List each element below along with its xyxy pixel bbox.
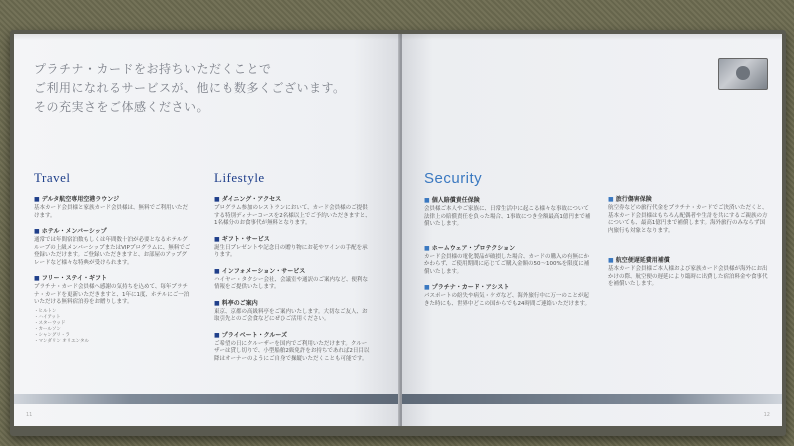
intro-text — [34, 60, 346, 117]
left-page — [14, 34, 400, 426]
right-page — [402, 34, 782, 426]
travel-item-title: ■ デルタ航空専用空港ラウンジ — [34, 194, 192, 203]
security-item-title: ■ ホームウェア・プロテクション — [424, 243, 592, 252]
travel-item-desc: 基本カード会員様と家族カード会員様は、無料でご利用いただけます。 — [34, 205, 189, 219]
hotel-list-item: ・マンダリン オリエンタル — [34, 338, 89, 344]
security-heading: Security — [424, 170, 483, 187]
lifestyle-item — [214, 194, 372, 228]
page-number-left: 11 — [26, 412, 33, 418]
hotel-list — [34, 309, 192, 345]
lifestyle-item — [214, 234, 372, 260]
security-item-desc: カード会員様の電化製品が破損した場合、カードの購入の有無にかかわらず、ご使用期間に応じてご購入金額の50〜100%を限度に補償いたします。 — [424, 253, 590, 275]
page-shadow — [14, 34, 782, 40]
lifestyle-item-title: ■ プライベート・クルーズ — [214, 330, 372, 339]
insurance-item-desc: 航空券などの旅行代金をプラチナ・カードでご決済いただくと、基本カード会員様はもちろん配偶者や生計を共にするご親族の方についても、最高1億円まで補償します。海外旅行のみならず国内旅行も対象となります。 — [608, 205, 768, 234]
hotel-list-item: ・ヒルトン — [34, 308, 57, 314]
security-item-desc: パスポートの紛失や病気・ケガなど、海外旅行中に万一のことが起きた時にも、世界中どこの国からでも24時間ご連絡いただけます。 — [424, 293, 591, 307]
footer-bar-left — [14, 394, 400, 404]
insurance-column — [608, 194, 768, 295]
insurance-item — [608, 255, 768, 289]
lifestyle-item-desc: 東京、京都の高級料亭をご案内いたします。大切なご友人、お取引先とのご会食などにぜひご活用ください。 — [214, 308, 368, 322]
page-number-right: 12 — [763, 412, 770, 418]
lifestyle-item-desc: プログラム参加のレストランにおいて、カード会員様のご提供する特別ディナーコースを2名様以上でご予約いただきますと、1名様分のお食事代が無料となります。 — [214, 205, 371, 226]
lifestyle-item-title: ■ ギフト・サービス — [214, 234, 372, 243]
platinum-card-image — [718, 58, 768, 90]
travel-item — [34, 226, 192, 267]
lifestyle-column — [214, 170, 372, 369]
security-item — [424, 195, 592, 229]
security-item — [424, 282, 592, 308]
hotel-list-item: ・スターウッド — [34, 320, 66, 326]
insurance-item-title: ■ 航空便遅延費用補償 — [608, 255, 768, 264]
travel-item-desc: 通常では年間宿泊数もしくは年間数十泊が必要となるホテルグループの上級メンバーシップまたはVIPプログラムに、無料でご登録いただけます。ご登録いただきますと、お部屋のアップグレードなど様々な特典が受けられます。 — [34, 237, 191, 266]
security-column — [424, 170, 592, 314]
security-item-title: ■ 個人賠償責任保険 — [424, 195, 592, 204]
lifestyle-item-title: ■ インフォメーション・サービス — [214, 266, 372, 275]
hotel-list-item: ・カールソン — [34, 326, 61, 332]
security-item — [424, 243, 592, 277]
insurance-item-desc: 基本カード会員様ご本人様および家族カード会員様が海外にお出かけの際、航空便の遅延により臨時に出費した宿泊料金や食事代を補償いたします。 — [608, 266, 768, 287]
travel-heading: Travel — [34, 170, 71, 185]
travel-item — [34, 194, 192, 220]
insurance-item — [608, 194, 768, 235]
insurance-item-title: ■ 旅行傷害保険 — [608, 194, 768, 203]
security-item-desc: 会員様ご本人やご家族に、日常生活中に起こる様々な事故について法律上の賠償責任を負った場合、1事故につき全額最高1億円まで補償いたします。 — [424, 206, 591, 227]
footer-bar-right — [402, 394, 782, 404]
lifestyle-heading: Lifestyle — [214, 170, 265, 185]
intro-line-1: プラチナ・カードをお持ちいただくことで — [34, 62, 272, 76]
travel-item-title: ■ ホテル・メンバーシップ — [34, 226, 192, 235]
hotel-list-item: ・シャングリ・ラ — [34, 332, 70, 338]
lifestyle-item-desc: 誕生日プレゼントや記念日の贈り物にお花やワインの手配を承ります。 — [214, 244, 368, 258]
travel-item-desc: プラチナ・カード会員様へ感謝の気持ちを込めて、毎年プラチナ・カードを更新いただきますと、1年に1度、ホテルにご一泊いただける無料宿泊券をお贈りします。 — [34, 284, 190, 305]
lifestyle-item — [214, 298, 372, 324]
travel-item-title: ■ フリー・ステイ・ギフト — [34, 273, 192, 282]
lifestyle-item — [214, 330, 372, 364]
security-item-title: ■ プラチナ・カード・アシスト — [424, 282, 592, 291]
lifestyle-item-title: ■ 料亭のご案内 — [214, 298, 372, 307]
intro-line-2: ご利用になれるサービスが、他にも数多くございます。 — [34, 81, 346, 95]
lifestyle-item-desc: ハイヤー・タクシー会社、会議室や通訳のご案内など、便利な情報をご提供いたします。 — [214, 276, 369, 290]
lifestyle-item-desc: ご希望の日にクルーザーを国内でご利用いただけます。クルーザーは貸し切りで、小型船舶2級免許をお持ちであれば2日目以降はオーナーのようにご自身で操縦いただくことも可能です。 — [214, 340, 370, 362]
intro-line-3: その充実さをご体感ください。 — [34, 100, 210, 114]
lifestyle-item — [214, 266, 372, 292]
travel-column — [34, 170, 192, 351]
hotel-list-item: ・ハイアット — [34, 314, 61, 320]
travel-item — [34, 273, 192, 345]
lifestyle-item-title: ■ ダイニング・アクセス — [214, 194, 372, 203]
